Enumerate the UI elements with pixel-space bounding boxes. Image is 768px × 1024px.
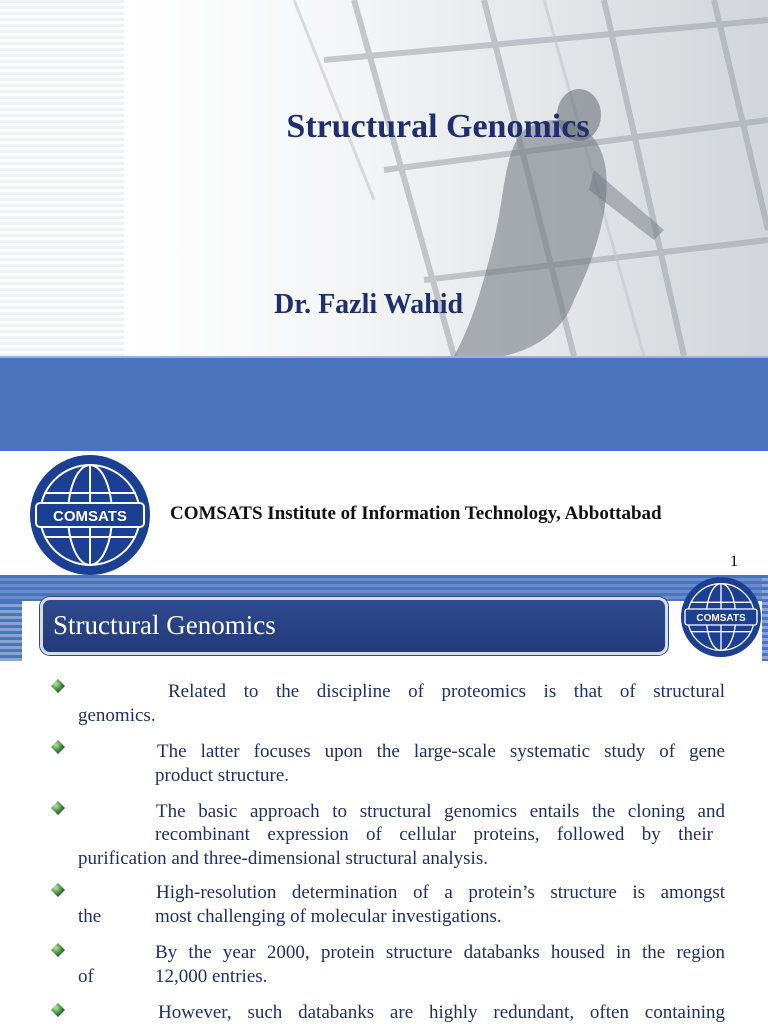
slide-title: Structural Genomics bbox=[53, 610, 276, 640]
bullet-line: the bbox=[78, 906, 102, 927]
bullet-line: However, such databanks are highly redundant, often containing bbox=[158, 1002, 725, 1023]
logo-text: COMSATS bbox=[696, 613, 746, 624]
content-slide bbox=[0, 575, 768, 1024]
comsats-logo bbox=[30, 455, 150, 575]
logo-text: COMSATS bbox=[53, 508, 127, 525]
bullet-line: recombinant expression of cellular proteins, followed by their bbox=[155, 824, 713, 845]
decorative-stripes bbox=[0, 0, 124, 356]
bullet-icon bbox=[50, 739, 66, 755]
institute-name: COMSATS Institute of Information Technology, Abbottabad bbox=[170, 503, 662, 524]
bullet-line: most challenging of molecular investigations. bbox=[155, 906, 502, 927]
bullet-list bbox=[0, 575, 768, 1024]
bullet-line: The latter focuses upon the large-scale systematic study of gene bbox=[157, 741, 725, 762]
bullet-line: By the year 2000, protein structure databanks housed in the region bbox=[155, 942, 725, 963]
bullet-icon bbox=[50, 800, 66, 816]
bullet-line: Related to the discipline of proteomics is that of structural bbox=[168, 681, 725, 702]
slide-title: Structural Genomics bbox=[286, 108, 590, 145]
bullet-line: The basic approach to structural genomics entails the cloning and bbox=[156, 801, 725, 822]
bullet-line: of bbox=[78, 966, 94, 987]
bullet-line: product structure. bbox=[155, 765, 290, 786]
author-name: Dr. Fazli Wahid bbox=[274, 289, 464, 320]
bullet-line: purification and three-dimensional structural analysis. bbox=[78, 848, 488, 869]
bullet-icon bbox=[50, 1002, 66, 1018]
bullet-icon bbox=[50, 678, 66, 694]
bullet-icon bbox=[50, 942, 66, 958]
blue-band bbox=[0, 358, 768, 451]
bullet-icon bbox=[50, 882, 66, 898]
bullet-line: High-resolution determination of a protein’s structure is amongst bbox=[156, 882, 725, 903]
page-number: 1 bbox=[730, 553, 738, 570]
bullet-line: 12,000 entries. bbox=[155, 966, 268, 987]
bullet-line: genomics. bbox=[78, 705, 156, 726]
